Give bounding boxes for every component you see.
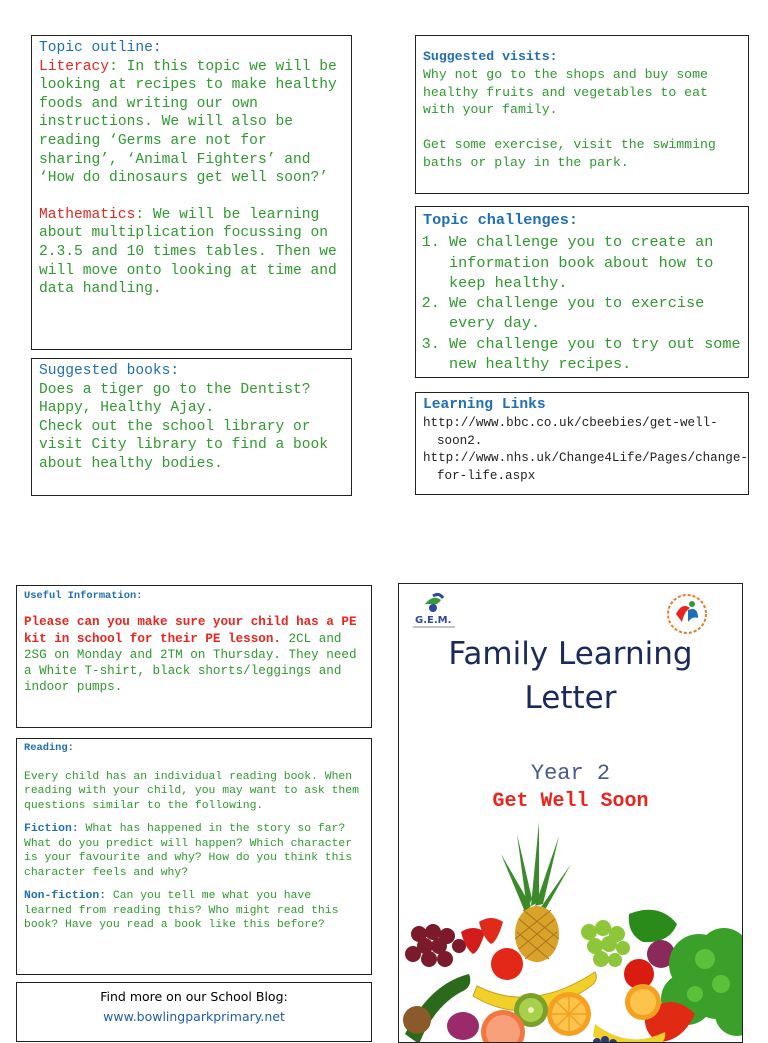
topic-outline-box xyxy=(31,35,352,350)
suggested-books-heading: Suggested books: xyxy=(39,363,180,379)
nonfiction-paragraph xyxy=(24,889,364,933)
useful-info-box xyxy=(16,585,372,728)
literacy-text: : In this topic we will be looking at recipes to make healthy foods and writing our own instructions. We will also be reading ‘Germs are not for sharing’, ‘Animal Fighters’ and ‘How do dinosaurs get well soon?’ xyxy=(39,58,337,187)
book-line: Happy, Healthy Ajay. xyxy=(39,400,215,417)
reading-intro: Every child has an individual reading book. When reading with your child, you may want to ask them questions similar to the following. xyxy=(24,770,359,812)
visits-paragraph: Get some exercise, visit the swimming baths or play in the park. xyxy=(423,137,716,170)
cover-subtitle: Get Well Soon xyxy=(492,790,649,813)
cover-title xyxy=(399,632,742,720)
fiction-text: What has happened in the story so far? What do you predict will happen? Which character is your favourite and why? How do you think this character feels and why? xyxy=(24,823,353,879)
learning-links-box xyxy=(415,392,749,495)
literacy-paragraph xyxy=(39,58,344,188)
pe-kit-request: Please can you make sure your child has a PE kit in school for their PE lesson. xyxy=(24,615,357,646)
cover-year: Year 2 xyxy=(530,761,611,786)
maths-text: : We will be learning about multiplication focussing on 2.3.5 and 10 times tables. Then we will move onto looking at time and data handling. xyxy=(39,206,337,298)
fiction-paragraph xyxy=(24,822,364,880)
book-line: Check out the school library or visit City library to find a book about healthy bodies. xyxy=(39,418,329,472)
cover-title-line: Family Learning xyxy=(448,636,693,672)
fiction-label: Fiction: xyxy=(24,823,79,835)
challenge-item: 3. We challenge you to try out some new healthy recipes. xyxy=(449,334,741,375)
challenges-list xyxy=(423,232,741,374)
suggested-visits-box xyxy=(415,35,749,194)
reading-box xyxy=(16,738,372,975)
maths-label: Mathematics xyxy=(39,206,136,223)
challenge-item: 2. We challenge you to exercise every day. xyxy=(449,293,741,334)
learning-links-heading: Learning Links xyxy=(423,397,546,413)
gem-logo-text: G.E.M. xyxy=(415,615,452,626)
topic-challenges-heading: Topic challenges: xyxy=(423,211,578,229)
reading-heading: Reading: xyxy=(24,742,74,754)
topic-outline-heading: Topic outline: xyxy=(39,40,162,56)
suggested-books-box xyxy=(31,358,352,496)
school-blog-box xyxy=(16,982,372,1042)
useful-info-heading: Useful Information: xyxy=(24,590,143,602)
maths-paragraph xyxy=(39,206,344,299)
pe-kit-details: 2CL and 2SG on Monday and 2TM on Thursday. They need a White T-shirt, black shorts/leggings and indoor pumps. xyxy=(24,631,357,695)
pe-kit-notice xyxy=(24,614,364,695)
cover-title-line: Letter xyxy=(524,680,617,716)
visits-paragraph: Why not go to the shops and buy some healthy fruits and vegetables to eat with your family. xyxy=(423,66,708,118)
blog-text: Find more on our School Blog: xyxy=(100,989,288,1004)
learning-link[interactable]: http://www.bbc.co.uk/cbeebies/get-well-soon2. xyxy=(423,415,718,448)
book-line: Does a tiger go to the Dentist? xyxy=(39,381,311,398)
learning-link[interactable]: http://www.nhs.uk/Change4Life/Pages/change-for-life.aspx xyxy=(423,451,748,484)
cover-panel xyxy=(398,583,743,1043)
literacy-label: Literacy xyxy=(39,58,110,75)
gem-logo xyxy=(409,590,465,632)
blog-link[interactable]: www.bowlingparkprimary.net xyxy=(103,1009,285,1024)
nonfiction-text: Can you tell me what you have learned from reading this? Who might read this book? Have you read a book like this before? xyxy=(24,890,339,931)
suggested-visits-heading: Suggested visits: xyxy=(423,49,558,64)
fruit-vegetables-image xyxy=(399,814,743,1043)
topic-challenges-box xyxy=(415,206,749,378)
school-logo xyxy=(664,592,710,636)
challenge-item: 1. We challenge you to create an information book about how to keep healthy. xyxy=(449,232,741,293)
nonfiction-label: Non-fiction: xyxy=(24,890,107,902)
